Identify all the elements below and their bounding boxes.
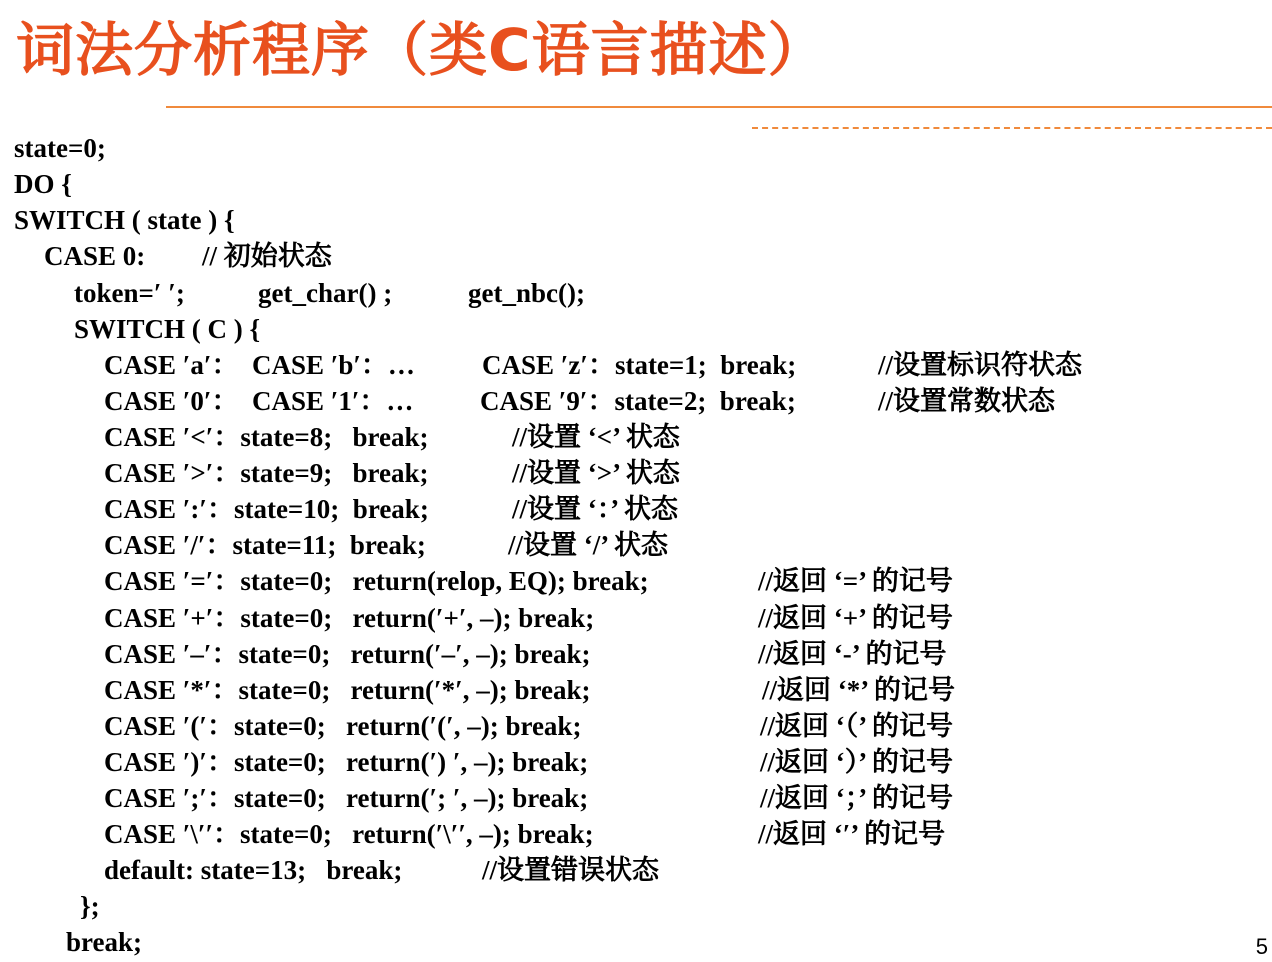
code-comment: //返回 ‘；’ 的记号 — [760, 783, 953, 813]
code-text: }; — [80, 891, 100, 921]
code-comment: //设置 ‘：’ 状态 — [512, 494, 678, 524]
code-line — [0, 311, 1272, 347]
code-comment: //设置 ‘/’ 状态 — [508, 530, 668, 560]
code-line — [0, 491, 1272, 527]
code-line — [0, 130, 1272, 166]
code-comment: //返回 ‘=’ 的记号 — [758, 566, 953, 596]
code-line — [0, 636, 1272, 672]
code-text: CASE ′:′：state=10; break; — [104, 494, 429, 524]
code-comment: //设置 ‘<’ 状态 — [512, 422, 680, 452]
code-line — [0, 888, 1272, 924]
code-line — [0, 744, 1272, 780]
code-text: SWITCH ( C ) { — [74, 314, 261, 344]
code-text: CASE ′>′：state=9; break; — [104, 458, 429, 488]
code-comment: //返回 ‘）’ 的记号 — [760, 747, 953, 777]
code-line — [0, 527, 1272, 563]
code-comment: //返回 ‘+’ 的记号 — [758, 603, 953, 633]
code-line — [0, 238, 1272, 274]
code-line — [0, 780, 1272, 816]
code-text: CASE ′<′：state=8; break; — [104, 422, 429, 452]
code-line — [0, 202, 1272, 238]
code-line — [0, 347, 1272, 383]
code-text: CASE ′0′： CASE ′1′：… — [104, 386, 414, 416]
code-text: SWITCH ( state ) { — [14, 205, 235, 235]
code-comment: //设置 ‘>’ 状态 — [512, 458, 680, 488]
code-line — [0, 563, 1272, 599]
code-comment: //返回 ‘（’ 的记号 — [760, 711, 953, 741]
code-comment: //设置错误状态 — [482, 855, 660, 885]
code-text: CASE ′/′：state=11; break; — [104, 530, 426, 560]
code-text: DO { — [14, 169, 72, 199]
code-text: CASE ′)′：state=0; return(′) ′, –); break; — [104, 747, 589, 777]
page-number: 5 — [1255, 934, 1268, 959]
code-text: CASE ′\′′：state=0; return(′\′′, –); break; — [104, 819, 594, 849]
code-line — [0, 275, 1272, 311]
title-underline — [166, 106, 1272, 108]
code-text: state=0; — [14, 133, 106, 163]
code-text: CASE ′*′：state=0; return(′*′, –); break; — [104, 675, 591, 705]
code-line — [0, 672, 1272, 708]
code-text: CASE ′z′：state=1; break; — [482, 350, 797, 380]
code-line — [0, 166, 1272, 202]
code-text: token=′ ′; — [74, 278, 185, 308]
code-text: CASE ′(′：state=0; return(′(′, –); break; — [104, 711, 582, 741]
code-text: CASE ′;′：state=0; return(′; ′, –); break; — [104, 783, 589, 813]
code-line — [0, 383, 1272, 419]
code-text: CASE ′9′：state=2; break; — [480, 386, 796, 416]
code-text: get_char() ; — [258, 278, 393, 308]
code-comment: //返回 ‘′’ 的记号 — [758, 819, 946, 849]
code-line — [0, 419, 1272, 455]
code-text: get_nbc(); — [468, 278, 585, 308]
code-text: CASE ′a′： CASE ′b′：… — [104, 350, 415, 380]
code-text: CASE ′–′：state=0; return(′–′, –); break; — [104, 639, 591, 669]
code-line — [0, 816, 1272, 852]
code-comment: // 初始状态 — [202, 241, 332, 271]
code-text: CASE 0: — [44, 241, 146, 271]
code-comment: //返回 ‘*’ 的记号 — [762, 675, 955, 705]
code-line — [0, 852, 1272, 888]
code-line — [0, 600, 1272, 636]
code-comment: //设置标识符状态 — [878, 350, 1083, 380]
code-comment: //返回 ‘-’ 的记号 — [758, 639, 947, 669]
title-dashed-rule — [752, 127, 1272, 129]
slide-title: 词法分析程序（类C语言描述） — [16, 16, 827, 84]
code-comment: //设置常数状态 — [878, 386, 1056, 416]
code-line — [0, 708, 1272, 744]
code-text: break; — [66, 927, 143, 957]
code-text: CASE ′+′：state=0; return(′+′, –); break; — [104, 603, 595, 633]
code-text: default: state=13; break; — [104, 855, 403, 885]
code-line — [0, 455, 1272, 491]
code-line — [0, 924, 1272, 960]
code-text: CASE ′=′：state=0; return(relop, EQ); break; — [104, 566, 649, 596]
